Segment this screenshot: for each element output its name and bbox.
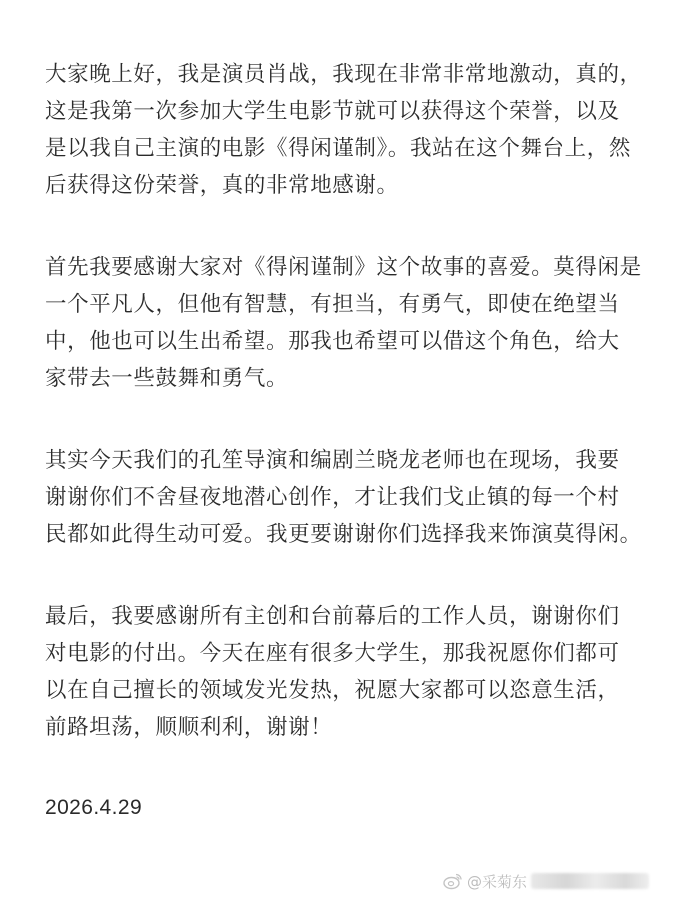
text-line: 首先我要感谢大家对《得闲谨制》这个故事的喜爱。莫得闲是 (45, 255, 642, 280)
text-line: 谢谢你们不舍昼夜地潜心创作，才让我们戈止镇的每一个村 (45, 485, 620, 510)
text-line: 这是我第一次参加大学生电影节就可以获得这个荣誉，以及 (45, 99, 620, 124)
paragraph-3 (45, 442, 655, 553)
paragraph-4 (45, 598, 655, 746)
weibo-watermark (443, 869, 649, 893)
watermark-handle: @采菊东 (467, 872, 528, 891)
statement-body (45, 56, 655, 791)
text-line: 大家晚上好，我是演员肖战，我现在非常非常地激动，真的， (45, 62, 642, 87)
text-line: 后获得这份荣誉，真的非常地感谢。 (45, 173, 399, 198)
paragraph-1 (45, 56, 655, 204)
text-line: 其实今天我们的孔笙导演和编剧兰晓龙老师也在现场，我要 (45, 448, 620, 473)
text-line: 一个平凡人，但他有智慧，有担当，有勇气，即使在绝望当 (45, 292, 620, 317)
paragraph-2 (45, 249, 655, 397)
watermark-blurred-text (531, 873, 649, 889)
text-line: 最后，我要感谢所有主创和台前幕后的工作人员，谢谢你们 (45, 604, 620, 629)
text-line: 前路坦荡，顺顺利利，谢谢！ (45, 715, 333, 740)
text-line: 以在自己擅长的领域发光发热，祝愿大家都可以恣意生活， (45, 678, 620, 703)
text-line: 中，他也可以生出希望。那我也希望可以借这个角色，给大 (45, 329, 620, 354)
text-line: 对电影的付出。今天在座有很多大学生，那我祝愿你们都可 (45, 641, 620, 666)
text-line: 家带去一些鼓舞和勇气。 (45, 366, 289, 391)
text-line: 是以我自己主演的电影《得闲谨制》。我站在这个舞台上，然 (45, 136, 631, 161)
weibo-logo-icon (443, 872, 463, 890)
statement-date: 2026.4.29 (45, 796, 143, 819)
text-line: 民都如此得生动可爱。我更要谢谢你们选择我来饰演莫得闲。 (45, 522, 642, 547)
